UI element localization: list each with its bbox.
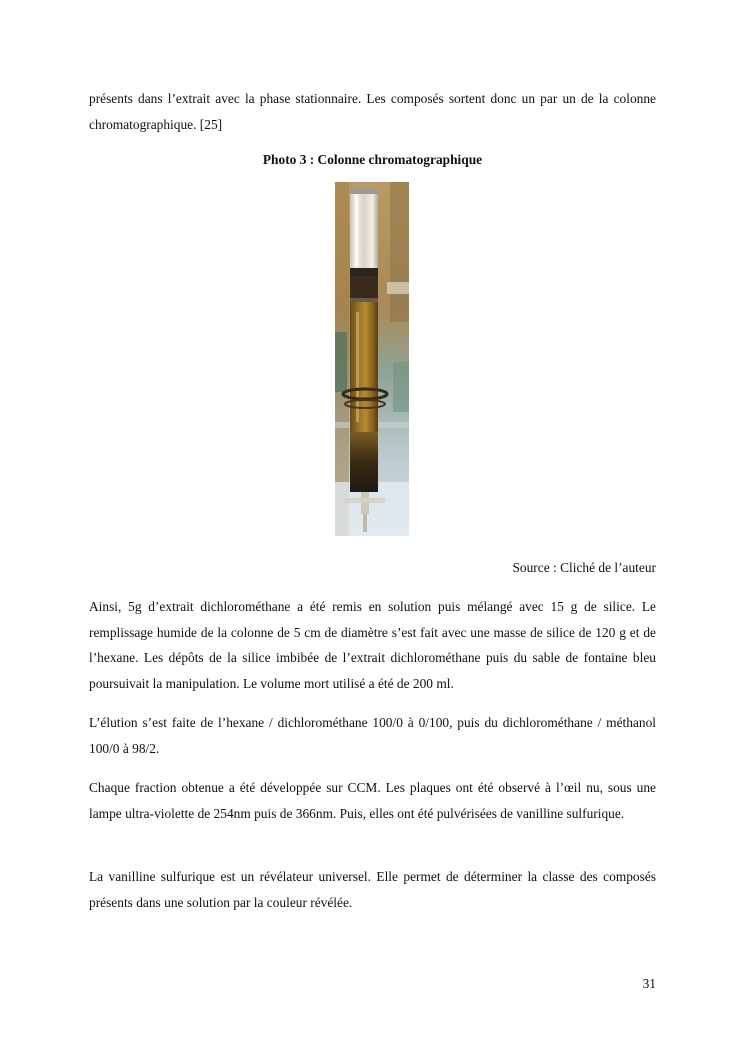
paragraph-elution: L’élution s’est faite de l’hexane / dichlorométhane 100/0 à 0/100, puis du dichlorométhane / méthanol 100/0 à 98/2. xyxy=(89,715,656,756)
paragraph-continuation: présents dans l’extrait avec la phase stationnaire. Les composés sortent donc un par un de la colonne chromatographique. [25] xyxy=(89,91,656,132)
photo-source: Source : Cliché de l’auteur xyxy=(512,560,656,575)
paragraph-ccm: Chaque fraction obtenue a été développée sur CCM. Les plaques ont été observé à l’œil nu, sous une lampe ultra-violette de 254nm puis de 366nm. Puis, elles ont été pulvérisées de vanilline sulfurique. xyxy=(89,780,656,821)
column-photo-drawing xyxy=(335,182,409,536)
chromatography-column-photo xyxy=(335,182,409,536)
page-number: 31 xyxy=(642,976,656,991)
paragraph-vanilline: La vanilline sulfurique est un révélateur universel. Elle permet de déterminer la classe des composés présents dans une solution par la couleur révélée. xyxy=(89,869,656,910)
figure-caption: Photo 3 : Colonne chromatographique xyxy=(262,152,483,167)
paragraph-procedure: Ainsi, 5g d’extrait dichlorométhane a été remis en solution puis mélangé avec 15 g de silice. Le remplissage humide de la colonne de 5 cm de diamètre s’est fait avec une masse de silice de 120 g et de l’hexane. Les dépôts de la silice imbibée de l’extrait dichlorométhane puis du sable de fontaine bleu poursuivait la manipulation. Le volume mort utilisé a été de 200 ml. xyxy=(89,599,656,691)
